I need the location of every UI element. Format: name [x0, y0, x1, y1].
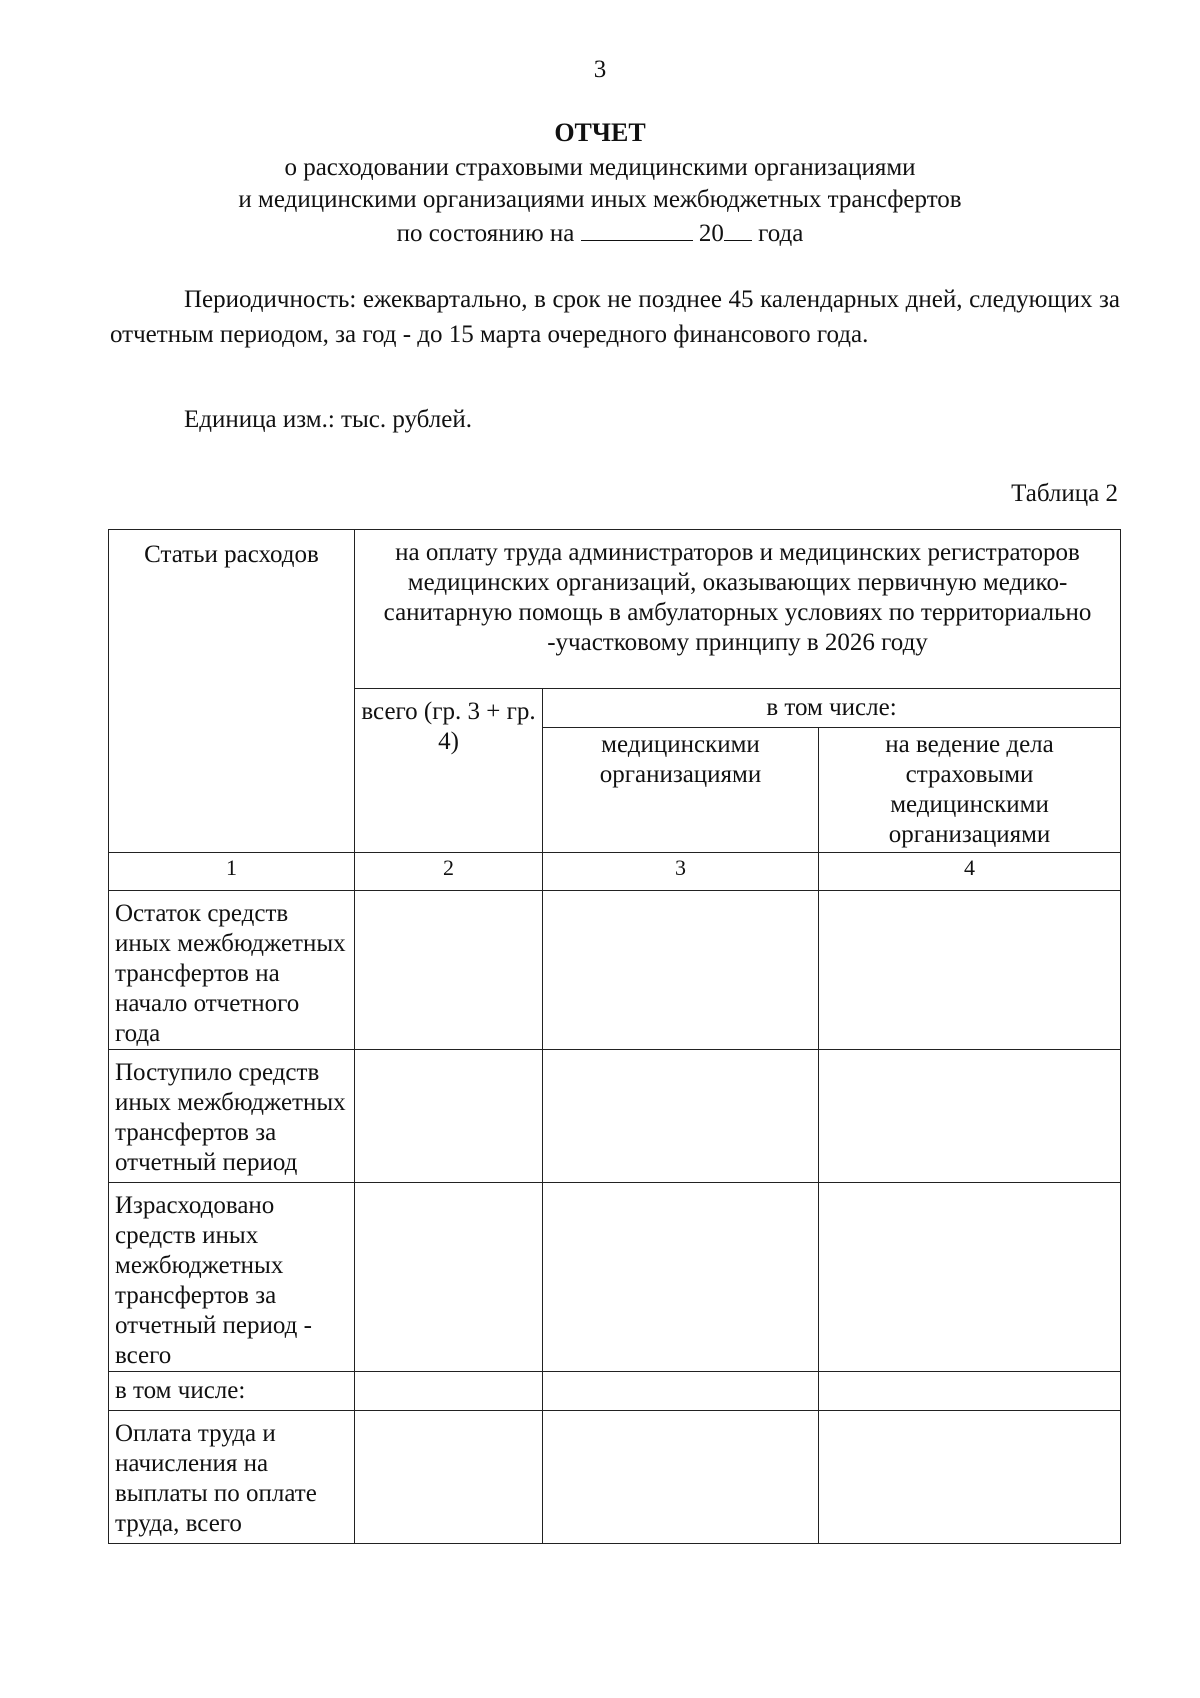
header-including: в том числе: [543, 689, 1121, 728]
table-cell [355, 891, 543, 1050]
row-label-received: Поступило средств иных межбюджетных трансфертов за отчетный период [109, 1050, 355, 1183]
col-number-3: 3 [543, 853, 819, 891]
table-cell [819, 1050, 1121, 1183]
table-row [109, 1050, 1121, 1183]
column-numbers-row [109, 853, 1121, 891]
row-label-including: в том числе: [109, 1372, 355, 1411]
table-cell [543, 1411, 819, 1544]
header-insurance: на ведение дела страховыми медицинскими организациями [819, 728, 1121, 853]
table-cell [355, 1183, 543, 1372]
header-row-1 [109, 530, 1121, 689]
year-blank [724, 218, 752, 241]
table-cell [543, 1372, 819, 1411]
col-number-1: 1 [109, 853, 355, 891]
subtitle-line-2: и медицинскими организациями иных межбюджетных трансфертов [238, 186, 962, 213]
date-blank [581, 218, 693, 241]
header-medical: медицинскими организациями [543, 728, 819, 853]
table-cell [819, 891, 1121, 1050]
row-label-wages: Оплата труда и начисления на выплаты по оплате труда, всего [109, 1411, 355, 1544]
page-number: 3 [593, 56, 607, 83]
table-cell [819, 1372, 1121, 1411]
table-cell [355, 1411, 543, 1544]
col-number-4: 4 [819, 853, 1121, 891]
header-total: всего (гр. 3 + гр. 4) [355, 689, 543, 853]
table-row [109, 1411, 1121, 1544]
year-suffix: года [758, 220, 804, 247]
row-label-spent: Израсходовано средств иных межбюджетных трансфертов за отчетный период - всего [109, 1183, 355, 1372]
table-cell [543, 1050, 819, 1183]
table-label: Таблица 2 [1011, 480, 1118, 507]
header-main: на оплату труда администраторов и медицинских регистраторов медицинских организаций, оказывающих первичную медико-санитарную помощь в амбулаторных условиях по территориально -участковому принципу в 2026 году [355, 530, 1121, 689]
row-label-balance: Остаток средств иных межбюджетных трансфертов на начало отчетного года [109, 891, 355, 1050]
table-cell [355, 1050, 543, 1183]
as-of-prefix: по состоянию на [396, 220, 575, 247]
report-table [108, 529, 1121, 1544]
document-title: ОТЧЕТ [554, 118, 646, 147]
header-items: Статьи расходов [109, 530, 355, 853]
units-line: Единица изм.: тыс. рублей. [184, 406, 472, 433]
subtitle-line-1: о расходовании страховыми медицинскими организациями [284, 154, 916, 181]
table-cell [819, 1183, 1121, 1372]
table-cell [543, 1183, 819, 1372]
table-row [109, 1183, 1121, 1372]
subtitle-line-3 [0, 218, 1200, 248]
table-row [109, 891, 1121, 1050]
table-cell [543, 891, 819, 1050]
periodicity-paragraph: Периодичность: ежеквартально, в срок не позднее 45 календарных дней, следующих за отчетным периодом, за год - до 15 марта очередного финансового года. [110, 286, 1120, 348]
year-prefix: 20 [698, 220, 724, 247]
col-number-2: 2 [355, 853, 543, 891]
table-cell [355, 1372, 543, 1411]
table-row [109, 1372, 1121, 1411]
table-cell [819, 1411, 1121, 1544]
